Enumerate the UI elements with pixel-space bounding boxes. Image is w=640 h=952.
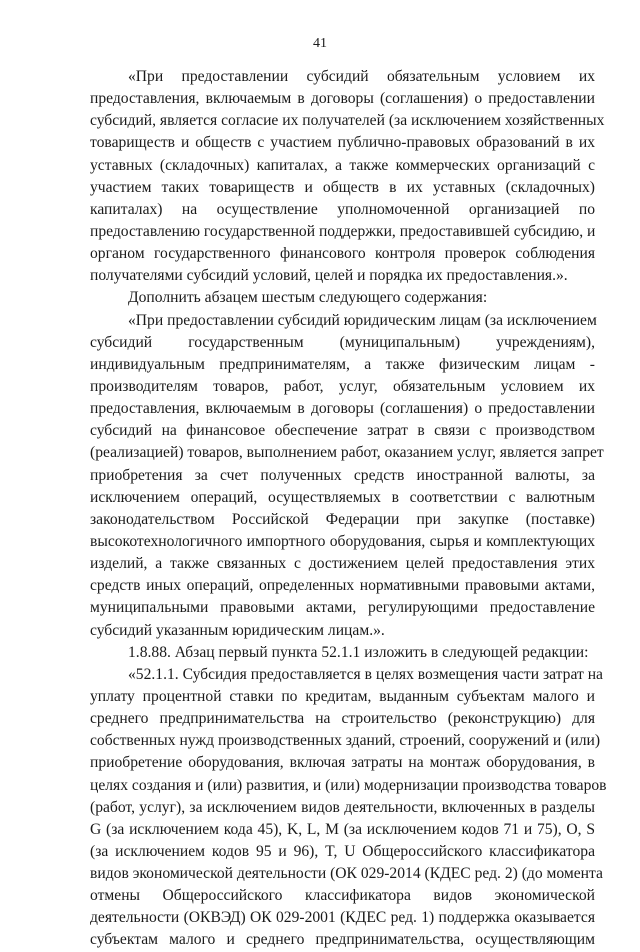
text-line: муниципальными правовыми актами, регулирующими предоставление <box>90 599 595 617</box>
text-line: органом государственного финансового контроля проверок соблюдения <box>90 245 595 263</box>
text-line: G (за исключением кода 45), K, L, M (за исключением кодов 71 и 75), O, S <box>90 820 595 838</box>
text-line: (работ, услуг), за исключением видов деятельности, включенных в разделы <box>90 798 595 816</box>
text-line: деятельности (ОКВЭД) ОК 029-2001 (КДЕС ред. 1) поддержка оказывается <box>90 909 595 927</box>
text-line: «52.1.1. Субсидия предоставляется в целях возмещения части затрат на <box>128 665 603 683</box>
paragraph <box>90 664 607 952</box>
page-number: 41 <box>313 36 327 51</box>
paragraph <box>90 287 595 309</box>
text-line: уставных (складочных) капиталах, а также коммерческих организаций с <box>90 156 595 174</box>
paragraph <box>90 66 605 287</box>
paragraph <box>90 642 595 664</box>
text-line: Дополнить абзацем шестым следующего содержания: <box>128 289 488 307</box>
text-line: (за исключением кодов 95 и 96), T, U Общероссийского классификатора <box>90 842 595 860</box>
text-line: предоставления, включаемым в договоры (соглашения) о предоставлении <box>90 400 595 418</box>
text-line: законодательством Российской Федерации при закупке (поставке) <box>90 510 595 528</box>
text-line: субсидий на финансовое обеспечение затрат в связи с производством <box>90 422 595 440</box>
text-line: субсидий государственным (муниципальным) учреждениям), <box>90 333 595 351</box>
text-line: приобретение оборудования, включая затраты на монтаж оборудования, в <box>90 754 595 772</box>
text-line: субсидий, является согласие их получателей (за исключением хозяйственных <box>90 112 605 130</box>
text-line: видов экономической деятельности (ОК 029-2014 (КДЕС ред. 2) (до момента <box>90 865 603 883</box>
text-line: уплату процентной ставки по кредитам, выданным субъектам малого и <box>90 687 595 705</box>
text-line: производителям товаров, работ, услуг, обязательным условием их <box>90 377 595 395</box>
text-line: среднего предпринимательства на строительство (реконструкцию) для <box>90 710 595 728</box>
text-line: участием таких товариществ и обществ в их уставных (складочных) <box>90 178 595 196</box>
text-line: средств иных операций, определенных нормативными правовыми актами, <box>90 577 595 595</box>
text-line: субъектам малого и среднего предпринимательства, осуществляющим <box>90 931 595 949</box>
text-line: товариществ и обществ с участием публично-правовых образований в их <box>90 134 595 152</box>
text-line: приобретения за счет полученных средств иностранной валюты, за <box>90 466 595 484</box>
text-line: собственных нужд производственных зданий, строений, сооружений и (или) <box>90 732 601 750</box>
text-line: (реализацией) товаров, выполнением работ, оказанием услуг, является запрет <box>90 444 604 462</box>
text-line: отмены Общероссийского классификатора видов экономической <box>90 887 595 905</box>
text-line: целях создания и (или) развития, и (или) модернизации производства товаров <box>90 776 607 794</box>
paragraph <box>90 310 604 642</box>
text-line: капиталах) на осуществление уполномоченной организацией по <box>90 200 595 218</box>
text-line: исключением операций, осуществляемых в соответствии с валютным <box>90 488 595 506</box>
text-line: получателями субсидий условий, целей и порядка их предоставления.». <box>90 267 568 285</box>
text-line: предоставлению государственной поддержки, предоставившей субсидию, и <box>90 222 596 240</box>
text-line: «При предоставлении субсидий юридическим лицам (за исключением <box>128 311 597 329</box>
text-line: предоставления, включаемым в договоры (соглашения) о предоставлении <box>90 90 595 108</box>
text-line: высокотехнологичного импортного оборудования, сырья и комплектующих <box>90 532 595 550</box>
text-line: индивидуальным предпринимателям, а также физическим лицам - <box>90 355 595 373</box>
text-line: субсидий указанным юридическим лицам.». <box>90 621 385 639</box>
document-body <box>90 66 607 952</box>
text-line: изделий, а также связанных с достижением целей предоставления этих <box>90 555 595 573</box>
text-line: 1.8.88. Абзац первый пункта 52.1.1 изложить в следующей редакции: <box>128 643 589 661</box>
text-line: «При предоставлении субсидий обязательным условием их <box>128 68 595 85</box>
